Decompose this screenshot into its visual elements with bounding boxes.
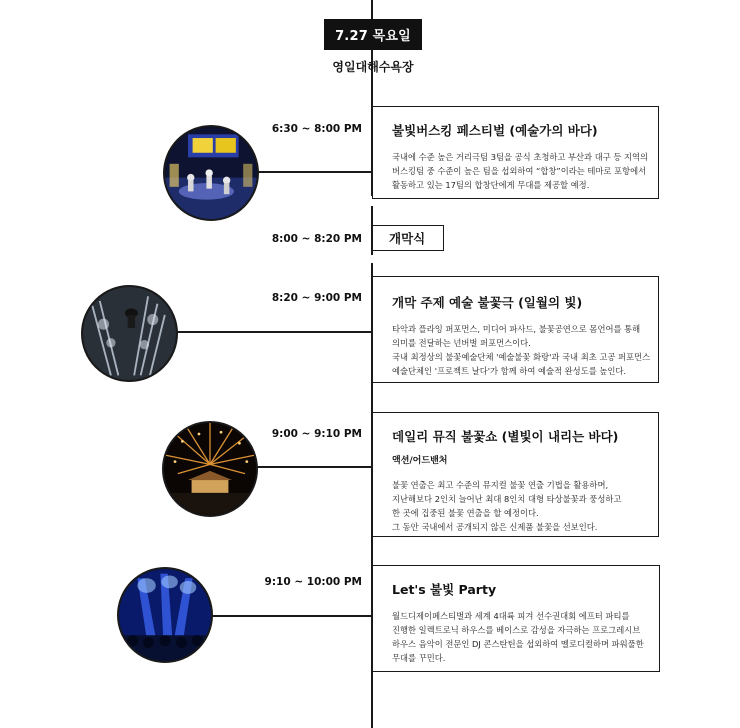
event-card: [372, 565, 660, 672]
event-title: 데일리 뮤직 불꽃쇼 (별빛이 내리는 바다): [392, 429, 619, 444]
description-line: 예술단체인 '프로젝트 날다'가 함께 하여 예술적 완성도를 높인다.: [392, 366, 627, 376]
description-line: 하우스 음악이 전문인 DJ 콘스탄틴을 섭외하여 멜로디컬하며 파워풀한: [392, 639, 644, 649]
busking-stage-photo: [163, 125, 259, 221]
party-crowd-photo: [117, 567, 213, 663]
description-line: 활동하고 있는 17팀의 합창단에게 무대를 제공할 예정.: [392, 180, 590, 190]
event-description: [392, 150, 658, 192]
event-title: 개막 주제 예술 불꽃극 (일월의 빛): [392, 295, 583, 310]
event-description: [392, 609, 659, 665]
event-title: Let's 불빛 Party: [392, 582, 497, 597]
description-line: 의미를 전달하는 넌버벌 퍼포먼스이다.: [392, 338, 531, 348]
connector-line: [176, 331, 371, 333]
event-subtitle: 액션/어드밴처: [392, 456, 448, 466]
description-line: 한 곳에 집중된 불꽃 연출을 할 예정이다.: [392, 508, 539, 518]
busking-stage-image: [165, 127, 257, 219]
event-title: 불빛버스킹 페스티벌 (예술가의 바다): [392, 123, 598, 138]
description-line: 월드디제이페스티벌과 세계 4대륙 피겨 선수권대회 에프터 파티를: [392, 611, 630, 621]
description-line: 지난해보다 2인치 늘어난 최대 8인치 대형 타상불꽃과 풍성하고: [392, 494, 622, 504]
venue-label: 영일대해수욕장: [332, 60, 414, 74]
description-line: 국내에 수준 높은 거리극팀 3팀을 공식 초청하고 부산과 대구 등 지역의: [392, 152, 649, 162]
description-line: 진행한 일렉트로닉 하우스를 베이스로 감성을 자극하는 프로그레시브: [392, 625, 641, 635]
description-line: 국내 최정상의 불꽃예술단체 '예술불꽃 화랑'과 국내 최초 고공 퍼포먼스: [392, 352, 651, 362]
event-description: [392, 322, 658, 378]
event-description: [392, 478, 658, 534]
date-badge: 7.27 목요일: [324, 19, 422, 50]
connector-line: [256, 171, 371, 173]
event-time: 9:10 ~ 10:00 PM: [264, 576, 362, 588]
event-card-opening: 개막식: [372, 225, 444, 251]
timeline-gap: [368, 255, 376, 263]
event-card: [372, 412, 659, 537]
connector-line: [256, 466, 371, 468]
event-time: 9:00 ~ 9:10 PM: [271, 428, 362, 440]
aerial-performer-photo: [81, 285, 178, 382]
event-time: 8:20 ~ 9:00 PM: [271, 292, 362, 304]
description-line: 불꽃 연출은 최고 수준의 뮤지컬 불꽃 연출 기법을 활용하며,: [392, 480, 609, 490]
description-line: 그 동안 국내에서 공개되지 않은 신제품 불꽃을 선보인다.: [392, 522, 598, 532]
event-card: [372, 106, 659, 199]
description-line: 타악과 플라잉 퍼포먼스, 미디어 파사드, 불꽃공연으로 몸언어를 통해: [392, 324, 641, 334]
description-line: 버스킹팀 중 수준이 높은 팀을 섭외하여 “합창”이라는 테마로 포항에서: [392, 166, 647, 176]
connector-line: [211, 615, 371, 617]
fireworks-photo: [162, 421, 258, 517]
fireworks-image: [164, 423, 256, 515]
aerial-performer-image: [83, 287, 176, 380]
event-time: 6:30 ~ 8:00 PM: [271, 123, 362, 135]
party-crowd-image: [119, 569, 211, 661]
event-time: 8:00 ~ 8:20 PM: [271, 233, 362, 245]
event-card: [372, 276, 659, 383]
description-line: 무대를 꾸민다.: [392, 653, 446, 663]
